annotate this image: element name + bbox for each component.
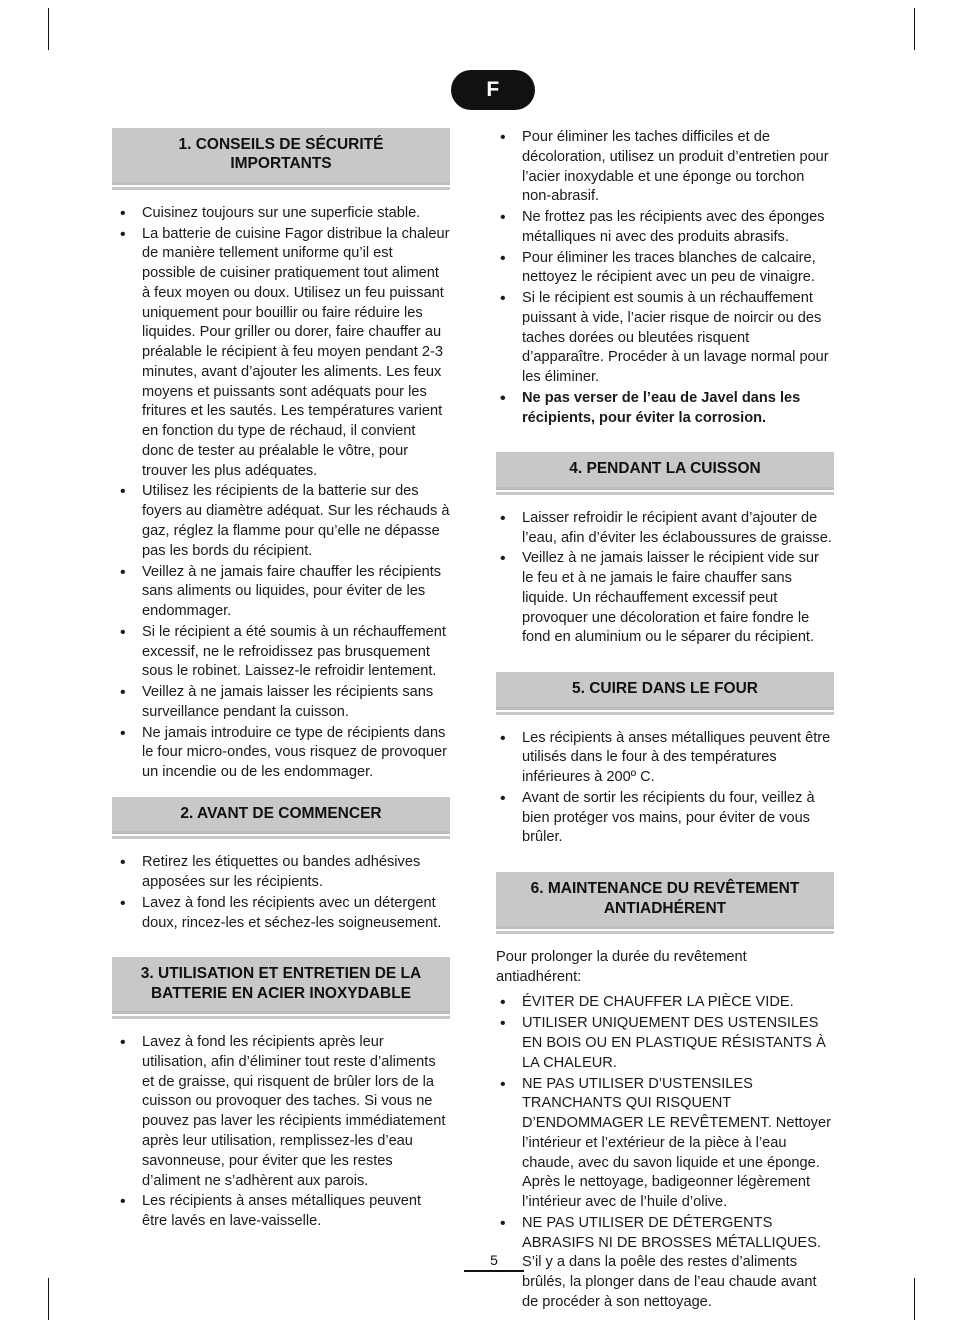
section-4-heading-line1: 4. PENDANT LA CUISSON xyxy=(569,460,761,478)
list-item-warning: • Ne pas verser de l’eau de Javel dans les récipients, pour éviter la corrosion. xyxy=(496,389,834,429)
list-item: • Lavez à fond les récipients après leur utilisation, afin d’éliminer tout reste d’aliments et de graisse, qui risquent de brûler lors de la cuisson ou provoquer des taches. Si vous ne pouvez pas laver les récipients immédiatement après leur utilisation, remplissez-les d’eau savonneuse, pour éviter que les restes d’aliment ne s’adhèrent aux parois. xyxy=(112,1033,450,1191)
section-2-list xyxy=(112,853,450,933)
list-item: • Ne jamais introduire ce type de récipients dans le four micro-ondes, vous risquez de provoquer un incendie ou de les endommager. xyxy=(112,724,450,783)
language-badge: F xyxy=(451,70,535,110)
section-6-heading-line2: ANTIADHÉRENT xyxy=(603,899,727,917)
section-3-continued-list xyxy=(496,128,834,428)
two-column-body xyxy=(0,128,962,1327)
list-item: • Si le récipient a été soumis à un réchauffement excessif, ne le refroidissez pas brusquement sous le robinet. Laissez-le refroidir lentement. xyxy=(112,623,450,682)
section-5-heading xyxy=(496,672,834,709)
section-6-intro: Pour prolonger la durée du revêtement antiadhérent: xyxy=(496,948,747,985)
list-item: • Cuisinez toujours sur une superficie stable. xyxy=(112,204,450,224)
section-4-list xyxy=(496,509,834,648)
section-4-heading xyxy=(496,452,834,489)
page-number-rule xyxy=(464,1270,524,1272)
list-item: • Veillez à ne jamais laisser le récipient vide sur le feu et à ne jamais le faire chauffer sans liquide. Un réchauffement excessif peut provoquer une décoloration et faire fondre le fond en aluminium ou le séparer du récipient. xyxy=(496,549,834,648)
list-item: • Laisser refroidir le récipient avant d’ajouter de l’eau, afin d’éviter les éclaboussures de graisse. xyxy=(496,509,834,549)
section-5-heading-line1: 5. CUIRE DANS LE FOUR xyxy=(571,680,758,698)
list-item: • Si le récipient est soumis à un réchauffement puissant à vide, l’acier risque de noircir ou des taches dorées ou bleutées risquent d’apparaître. Procéder à un lavage normal pour les éliminer. xyxy=(496,289,834,388)
crop-mark-top-left xyxy=(48,8,49,50)
list-item: • ÉVITER DE CHAUFFER LA PIÈCE VIDE. xyxy=(496,993,834,1013)
section-2-heading xyxy=(112,797,450,834)
section-2-heading-line1: 2. AVANT DE COMMENCER xyxy=(180,804,382,822)
section-1-rule xyxy=(112,187,450,190)
list-item: • Lavez à fond les récipients avec un détergent doux, rincez-les et séchez-les soigneusement. xyxy=(112,894,450,934)
section-1-heading xyxy=(112,128,450,185)
section-4-rule xyxy=(496,492,834,495)
list-item: • Pour éliminer les traces blanches de calcaire, nettoyez le récipient avec un peu de vinaigre. xyxy=(496,249,834,289)
section-1-list xyxy=(112,204,450,783)
list-item: • Pour éliminer les taches difficiles et de décoloration, utilisez un produit d’entretien pour l’acier inoxydable et une éponge ou torchon non-abrasif. xyxy=(496,128,834,207)
section-3-list xyxy=(112,1033,450,1232)
section-6-heading-line1: 6. MAINTENANCE DU REVÊTEMENT xyxy=(530,880,800,898)
list-item: • Veillez à ne jamais laisser les récipients sans surveillance pendant la cuisson. xyxy=(112,683,450,723)
list-item: • Avant de sortir les récipients du four, veillez à bien protéger vos mains, pour éviter de vous brûler. xyxy=(496,789,834,848)
section-3-heading-line2: BATTERIE EN ACIER INOXYDABLE xyxy=(150,984,412,1002)
section-3-heading xyxy=(112,957,450,1014)
section-1-heading-line1: 1. CONSEILS DE SÉCURITÉ xyxy=(178,136,384,153)
page-number-value: 5 xyxy=(490,1252,498,1268)
section-3-heading-line1: 3. UTILISATION ET ENTRETIEN DE LA xyxy=(140,965,422,983)
list-item: • NE PAS UTILISER D’USTENSILES TRANCHANTS QUI RISQUENT D’ENDOMMAGER LE REVÊTEMENT. Nettoyer l’intérieur et l’extérieur de la pièce à l’eau chaude, avec du savon liquide et une éponge. Après le nettoyage, badigeonner légèrement l’intérieur avec de l’huile d’olive. xyxy=(496,1075,834,1213)
list-item: • Les récipients à anses métalliques peuvent être lavés en lave-vaisselle. xyxy=(112,1192,450,1232)
section-6-heading xyxy=(496,872,834,929)
section-5-rule xyxy=(496,712,834,715)
section-6-rule xyxy=(496,931,834,934)
left-column xyxy=(112,128,450,1327)
section-2-rule xyxy=(112,836,450,839)
list-item: • Les récipients à anses métalliques peuvent être utilisés dans le four à des températures inférieures à 200º C. xyxy=(496,729,834,788)
section-6-list xyxy=(496,993,834,1312)
list-item: • UTILISER UNIQUEMENT DES USTENSILES EN BOIS OU EN PLASTIQUE RÉSISTANTS À LA CHALEUR. xyxy=(496,1014,834,1073)
crop-mark-top-right xyxy=(914,8,915,50)
list-item: • Ne frottez pas les récipients avec des éponges métalliques ni avec des produits abrasifs. xyxy=(496,208,834,248)
page-number xyxy=(464,1252,524,1272)
section-3-rule xyxy=(112,1016,450,1019)
section-1-heading-line2: IMPORTANTS xyxy=(230,155,332,173)
list-item: • La batterie de cuisine Fagor distribue la chaleur de manière tellement uniforme qu’il est possible de cuisiner pratiquement tout aliment à feux moyen ou doux. Utilisez un feu puissant uniquement pour bouillir ou faire réduire les liquides. Pour griller ou dorer, faire chauffer au préalable le récipient à feu moyen pendant 2-3 minutes, avant d’ajouter les aliments. Les feux moyens et puissants sont adéquats pour les fritures et les sautés. Les températures varient en fonction du type de réchaud, il convient donc de tester au préalable le vôtre, pour trouver les plus adéquates. xyxy=(112,225,450,482)
right-column xyxy=(496,128,834,1327)
list-item: • Veillez à ne jamais faire chauffer les récipients sans aliments ou liquides, pour éviter de les endommager. xyxy=(112,563,450,622)
list-item: • NE PAS UTILISER DE DÉTERGENTS ABRASIFS NI DE BROSSES MÉTALLIQUES. S’il y a dans la poêle des restes d’aliments brûlés, la plonger dans de l’eau chaude avant de procéder à son nettoyage. xyxy=(496,1214,834,1313)
list-item: • Utilisez les récipients de la batterie sur des foyers au diamètre adéquat. Sur les réchauds à gaz, réglez la flamme pour qu’elle ne dépasse pas les bords du récipient. xyxy=(112,482,450,561)
section-5-list xyxy=(496,729,834,849)
list-item: • Retirez les étiquettes ou bandes adhésives apposées sur les récipients. xyxy=(112,853,450,893)
